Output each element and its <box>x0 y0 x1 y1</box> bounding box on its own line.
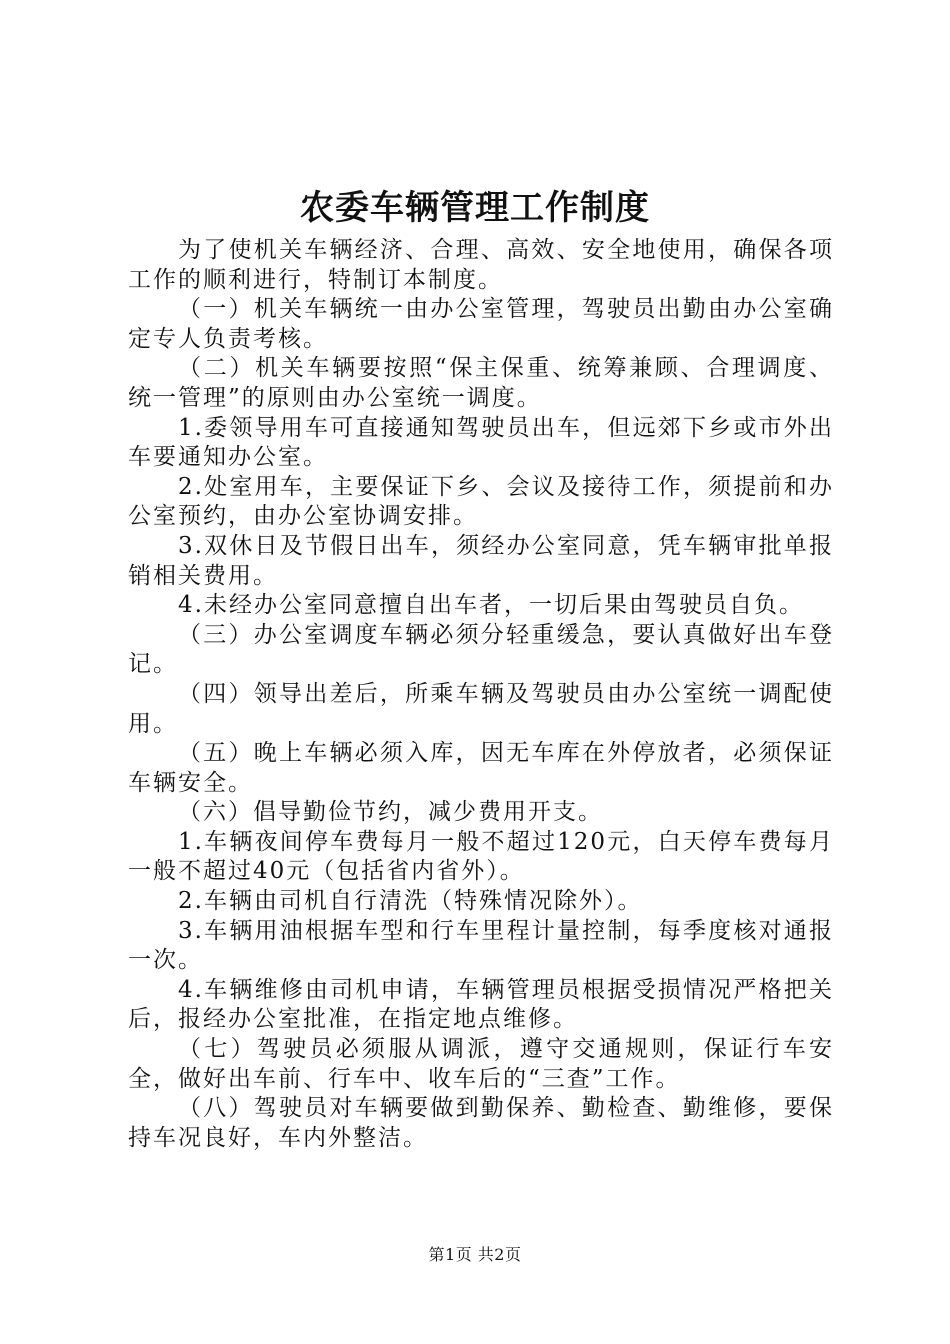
paragraph-section-2-item-1: 1.委领导用车可直接通知驾驶员出车，但远郊下乡或市外出车要通知办公室。 <box>128 414 834 471</box>
paragraph-section-6-item-3: 3.车辆用油根据车型和行车里程计量控制，每季度核对通报一次。 <box>128 917 834 974</box>
paragraph-section-5: （五）晚上车辆必须入库，因无车库在外停放者，必须保证车辆安全。 <box>128 740 834 796</box>
paragraph-section-1: （一）机关车辆统一由办公室管理，驾驶员出勤由办公室确定专人负责考核。 <box>128 296 834 352</box>
page-title: 农委车辆管理工作制度 <box>300 188 650 228</box>
paragraph-section-3: （三）办公室调度车辆必须分轻重缓急，要认真做好出车登记。 <box>128 621 834 678</box>
paragraph-section-7: （七）驾驶员必须服从调派，遵守交通规则，保证行车安全，做好出车前、行车中、收车后的“三查”工作。 <box>128 1036 834 1092</box>
paragraph-section-6: （六）倡导勤俭节约，减少费用开支。 <box>178 799 603 826</box>
document-body <box>128 236 834 1153</box>
paragraph-section-6-item-4: 4.车辆维修由司机申请，车辆管理员根据受损情况严格把关后，报经办公室批准，在指定地点维修。 <box>128 976 834 1033</box>
paragraph-section-2-item-4: 4.未经办公室同意擅自出车者，一切后果由驾驶员自负。 <box>178 592 804 619</box>
paragraph-section-2-item-2: 2.处室用车，主要保证下乡、会议及接待工作，须提前和办公室预约，由办公室协调安排。 <box>128 473 834 530</box>
paragraph-section-2-item-3: 3.双休日及节假日出车，须经办公室同意，凭车辆审批单报销相关费用。 <box>128 532 834 589</box>
page-number-footer: 第1页 共2页 <box>428 1245 522 1264</box>
paragraph-section-8: （八）驾驶员对车辆要做到勤保养、勤检查、勤维修，要保持车况良好，车内外整洁。 <box>128 1095 834 1151</box>
paragraph-section-4: （四）领导出差后，所乘车辆及驾驶员由办公室统一调配使用。 <box>128 680 834 737</box>
intro-paragraph: 为了使机关车辆经济、合理、高效、安全地使用，确保各项工作的顺利进行，特制订本制度。 <box>128 237 834 293</box>
paragraph-section-6-item-2: 2.车辆由司机自行清洗（特殊情况除外）。 <box>178 888 643 915</box>
paragraph-section-6-item-1: 1.车辆夜间停车费每月一般不超过120元，白天停车费每月一般不超过40元（包括省内省外）。 <box>128 828 834 885</box>
paragraph-section-2: （二）机关车辆要按照“保主保重、统筹兼顾、合理调度、统一管理”的原则由办公室统一调度。 <box>128 355 834 411</box>
